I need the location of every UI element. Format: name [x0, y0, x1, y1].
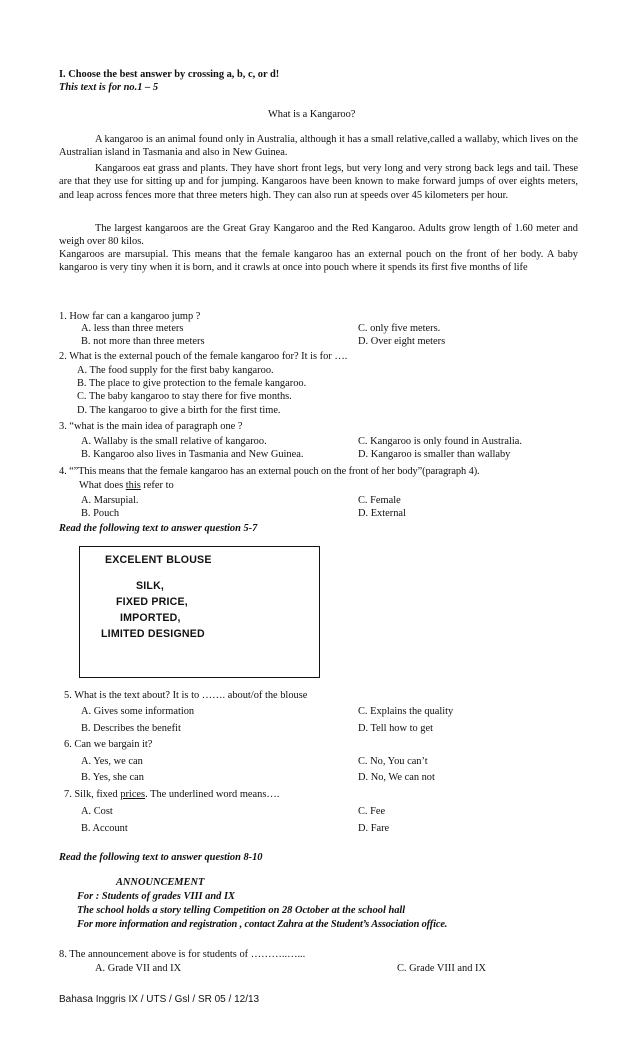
option-b[interactable]: B. not more than three meters: [81, 336, 205, 348]
ad-line-silk: SILK,: [136, 580, 165, 592]
question-2-options: [77, 364, 306, 417]
passage-paragraph-4: Kangaroos are marsupial. This means that the female kangaroo has an external pouch on the front of her body. A baby kangaroo is very tiny when it is born, and it crawls at once into pouch where it spends its first five months of life: [59, 249, 578, 274]
question-4-options-left: [81, 494, 138, 520]
option-b[interactable]: B. Kangaroo also lives in Tasmania and New Guinea.: [81, 449, 304, 461]
announcement-line-3: For more information and registration , contact Zahra at the Student’s Association office.: [77, 919, 448, 930]
option-c[interactable]: C. No, You can’t: [358, 756, 428, 767]
option-a[interactable]: A. Gives some information: [81, 706, 195, 717]
option-a[interactable]: A. Grade VII and IX: [95, 963, 182, 974]
option-a[interactable]: A. Wallaby is the small relative of kangaroo.: [81, 436, 267, 447]
ad-line-imported: IMPORTED,: [120, 612, 181, 624]
ad-title: EXCELENT BLOUSE: [105, 554, 212, 566]
option-d[interactable]: D. Over eight meters: [358, 336, 446, 348]
option-a[interactable]: A. The food supply for the first baby kangaroo.: [77, 365, 274, 376]
question-1-options-right: [358, 322, 445, 348]
option-b[interactable]: B. Describes the benefit: [81, 723, 181, 734]
question-6-stem: 6. Can we bargain it?: [64, 739, 153, 750]
passage-paragraph-1: A kangaroo is an animal found only in Australia, although it has a small relative,called a wallaby, which lives on the Australian island in Tasmania and also in New Guinea.: [59, 134, 578, 159]
option-c[interactable]: C. Grade VIII and IX: [397, 963, 486, 974]
section-3-heading: Read the following text to answer question 8-10: [59, 852, 263, 863]
question-4-stem-line2: What does this refer to: [79, 480, 174, 491]
instruction-heading: I. Choose the best answer by crossing a, b, c, or d!: [59, 69, 280, 80]
question-2-stem: 2. What is the external pouch of the female kangaroo for? It is for ….: [59, 351, 348, 362]
option-b[interactable]: B. Account: [81, 823, 128, 834]
option-a[interactable]: A. Marsupial.: [81, 495, 139, 506]
question-7-stem: 7. Silk, fixed prices. The underlined word means….: [64, 789, 280, 800]
question-4-stem: 4. “”This means that the female kangaroo has an external pouch on the front of her body”(paragraph 4).: [59, 466, 480, 477]
underlined-word: this: [125, 480, 141, 491]
question-1-stem: 1. How far can a kangaroo jump ?: [59, 311, 201, 322]
option-b[interactable]: B. Pouch: [81, 508, 120, 520]
option-c[interactable]: C. The baby kangaroo to stay there for five months.: [77, 391, 292, 403]
announcement-line-1: For : Students of grades VIII and IX: [77, 891, 235, 902]
announcement-title: ANNOUNCEMENT: [116, 877, 205, 888]
question-3-options-left: [81, 435, 303, 461]
ad-line-limited: LIMITED DESIGNED: [101, 628, 205, 640]
option-d[interactable]: D. No, We can not: [358, 772, 435, 783]
question-4-options-right: [358, 494, 406, 520]
option-c[interactable]: C. Explains the quality: [358, 706, 454, 717]
question-8-stem: 8. The announcement above is for students of ………..…...: [59, 949, 306, 960]
passage-paragraph-2: Kangaroos eat grass and plants. They have short front legs, but very long and very strong back legs and tail. These are that they use for sitting up and for jumping. Kangaroos have been known to make forward jumps of over eights meters, and leap across fences more that three meters high. They can also run at speeds over 45 kilometers per hour.: [59, 163, 578, 201]
option-c[interactable]: C. Kangaroo is only found in Australia.: [358, 436, 522, 447]
announcement-line-2: The school holds a story telling Competition on 28 October at the school hall: [77, 905, 406, 916]
option-d[interactable]: D. Fare: [358, 823, 390, 834]
question-1-options-left: [81, 322, 205, 348]
option-c[interactable]: C. Fee: [358, 806, 386, 817]
option-a[interactable]: A. Cost: [81, 806, 113, 817]
question-3-stem: 3. “what is the main idea of paragraph one ?: [59, 421, 243, 432]
underlined-word: prices: [120, 789, 146, 800]
option-a[interactable]: A. less than three meters: [81, 323, 184, 334]
page-footer: Bahasa Inggris IX / UTS / Gsl / SR 05 / 12/13: [59, 994, 260, 1005]
option-d[interactable]: D. Kangaroo is smaller than wallaby: [358, 449, 511, 461]
option-c[interactable]: C. only five meters.: [358, 323, 441, 334]
passage-title: What is a Kangaroo?: [268, 109, 356, 120]
option-b[interactable]: B. Yes, she can: [81, 772, 144, 783]
section-2-heading: Read the following text to answer question 5-7: [59, 523, 258, 534]
option-a[interactable]: A. Yes, we can: [81, 756, 143, 767]
option-d[interactable]: D. Tell how to get: [358, 723, 433, 734]
question-5-stem: 5. What is the text about? It is to ……. about/of the blouse: [64, 690, 308, 701]
ad-line-fixed-price: FIXED PRICE,: [116, 596, 188, 608]
option-c[interactable]: C. Female: [358, 495, 401, 506]
passage-paragraph-3: The largest kangaroos are the Great Gray Kangaroo and the Red Kangaroo. Adults grow length of 1.60 meter and weigh over 80 kilos.: [59, 223, 578, 248]
question-3-options-right: [358, 435, 522, 461]
option-d[interactable]: D. The kangaroo to give a birth for the first time.: [77, 404, 281, 416]
text-note: This text is for no.1 – 5: [59, 82, 159, 93]
option-d[interactable]: D. External: [358, 508, 406, 520]
option-b[interactable]: B. The place to give protection to the female kangaroo.: [77, 378, 307, 390]
